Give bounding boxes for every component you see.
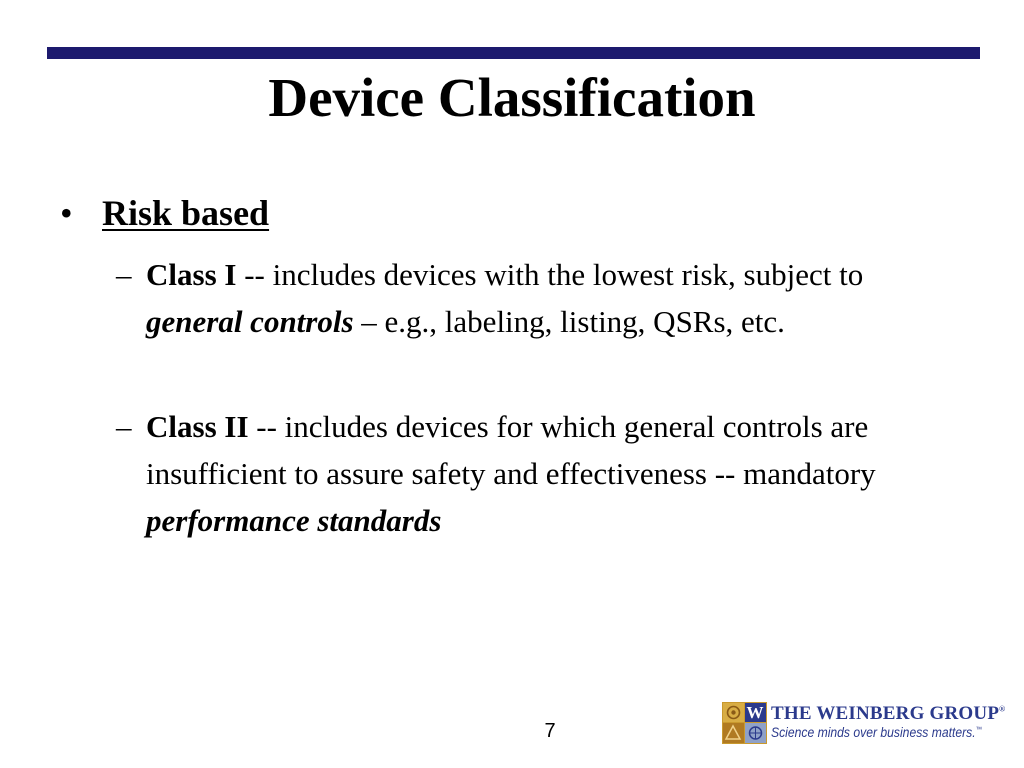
logo-company-name: THE WEINBERG GROUP®	[771, 703, 1006, 724]
sub-item-class-ii	[116, 403, 966, 544]
sub-item-text	[146, 403, 966, 544]
slide-title: Device Classification	[268, 67, 756, 128]
svg-text:W: W	[746, 703, 764, 721]
sub-item-text-after: – e.g., labeling, listing, QSRs, etc.	[353, 304, 785, 339]
logo-tagline: Science minds over business matters.™	[771, 725, 982, 740]
class-label: Class II	[146, 409, 249, 444]
class-label: Class I	[146, 257, 237, 292]
w-letter-mark	[745, 703, 765, 721]
title-rule	[47, 47, 980, 59]
sub-item-text-before: -- includes devices for which general controls are insufficient to assure safety and effectiveness -- mandatory	[146, 409, 876, 491]
sub-item-text	[146, 251, 966, 345]
sub-item-dash: –	[116, 409, 132, 444]
sub-item-dash: –	[116, 257, 132, 292]
bullet-marker: •	[60, 193, 73, 233]
sub-item-text-before: -- includes devices with the lowest risk, subject to	[236, 257, 864, 292]
bullet-label: Risk based	[102, 193, 270, 233]
company-logo	[722, 702, 1006, 744]
sub-item-emphasis: general controls	[146, 304, 354, 339]
sub-item-emphasis: performance standards	[146, 503, 442, 538]
sub-item-class-i	[116, 251, 966, 345]
page-number: 7	[544, 720, 556, 742]
bullet-risk-based	[60, 187, 269, 239]
